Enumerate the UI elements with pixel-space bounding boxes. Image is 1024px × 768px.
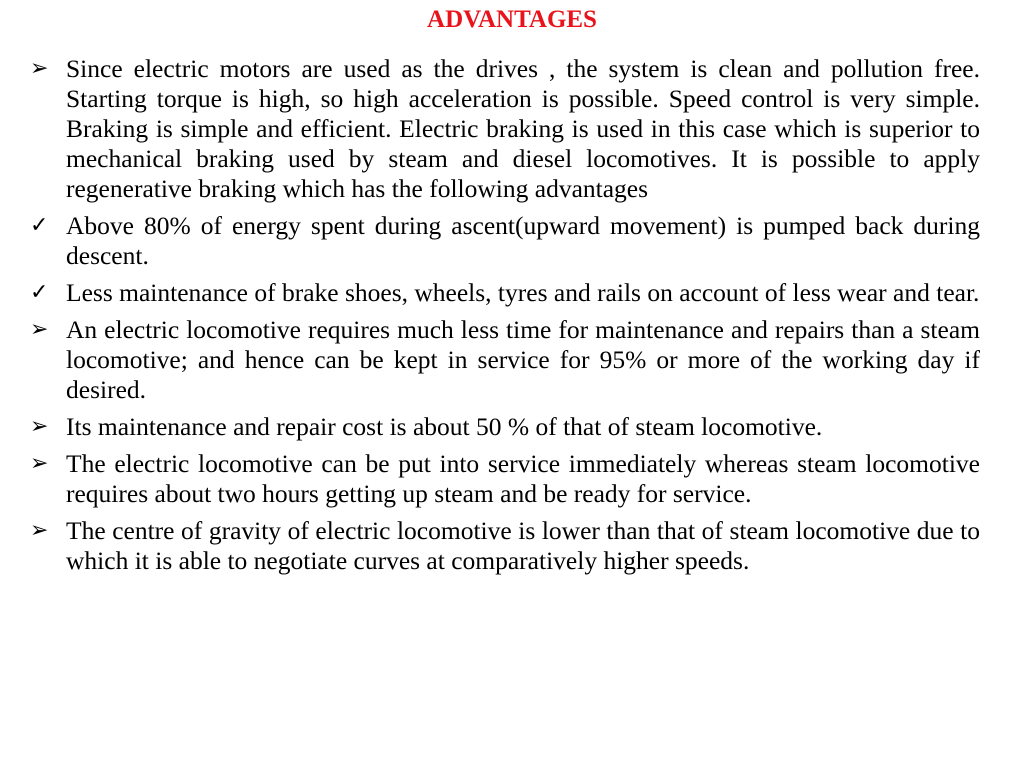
slide-title: ADVANTAGES [427,6,597,33]
arrow-bullet-icon: ➢ [30,56,49,81]
arrow-bullet-icon: ➢ [30,317,49,342]
check-bullet-icon: ✓ [30,213,49,238]
list-item-text: The centre of gravity of electric locomotive is lower than that of steam locomotive due to which it is able to negotiate curves at comparatively higher speeds. [66,516,980,575]
list-item [30,449,980,509]
list-item-text: Since electric motors are used as the drives , the system is clean and pollution free. Starting torque is high, so high acceleration is possible. Speed control is very simple. Braking is simple and efficient. Electric braking is used in this case which is superior to mechanical braking used by steam and diesel locomotives. It is possible to apply regenerative braking which has the following advantages [66,54,980,203]
arrow-bullet-icon: ➢ [30,451,49,476]
list-item [30,278,980,308]
list-item [30,315,980,405]
list-item-text: The electric locomotive can be put into service immediately whereas steam locomotive requires about two hours getting up steam and be ready for service. [66,449,980,508]
list-item [30,516,980,576]
advantages-list [30,54,980,583]
list-item-text: Less maintenance of brake shoes, wheels, tyres and rails on account of less wear and tear. [66,278,980,307]
list-item [30,54,980,204]
list-item-text: Above 80% of energy spent during ascent(upward movement) is pumped back during descent. [66,211,980,270]
arrow-bullet-icon: ➢ [30,518,49,543]
list-item [30,412,980,442]
check-bullet-icon: ✓ [30,280,49,305]
list-item [30,211,980,271]
list-item-text: An electric locomotive requires much less time for maintenance and repairs than a steam locomotive; and hence can be kept in service for 95% or more of the working day if desired. [66,315,980,404]
arrow-bullet-icon: ➢ [30,414,49,439]
list-item-text: Its maintenance and repair cost is about 50 % of that of steam locomotive. [66,412,823,441]
